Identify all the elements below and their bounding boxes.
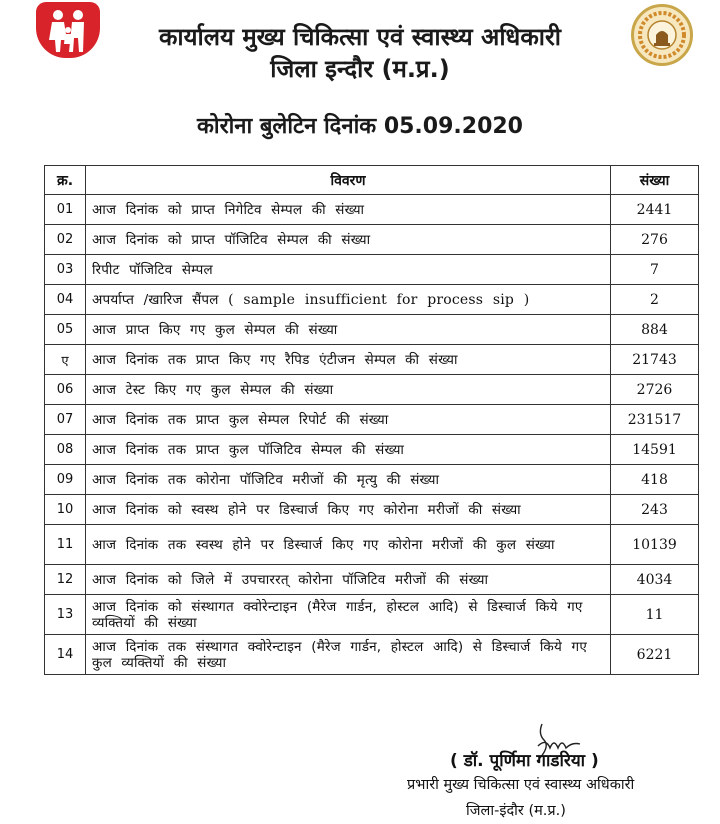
row-description: आज दिनांक तक संस्थागत क्वोरेन्टाइन (मैरेज गार्डन, होस्टल आदि) से डिस्चार्ज किये गए कुल व्यक्तियों की संख्या [86, 635, 611, 675]
row-serial: 01 [45, 195, 86, 225]
count-header: संख्या [611, 166, 699, 195]
table-row [45, 195, 699, 225]
row-count: 7 [611, 255, 699, 285]
table-row [45, 525, 699, 565]
signatory-designation: प्रभारी मुख्य चिकित्सा एवं स्वास्थ्य अधिकारी [407, 777, 635, 793]
row-count: 2441 [611, 195, 699, 225]
row-serial: 02 [45, 225, 86, 255]
row-description-english: ( sample insufficient for process sip ) [228, 291, 530, 308]
table-row [45, 375, 699, 405]
row-description: आज दिनांक को जिले में उपचाररत् कोरोना पॉजिटिव मरीजों की संख्या [86, 565, 611, 595]
table-header-row [45, 166, 699, 195]
district-heading: जिला इन्दौर (म.प्र.) [270, 55, 450, 83]
signatory-district: जिला-इंदौर (म.प्र.) [466, 803, 566, 819]
row-serial: 06 [45, 375, 86, 405]
row-description: आज दिनांक को संस्थागत क्वोरेन्टाइन (मैरेज गार्डन, होस्टल आदि) से डिस्चार्ज किये गए व्यक्तियों की संख्या [86, 595, 611, 635]
row-count: 14591 [611, 435, 699, 465]
row-description: आज दिनांक तक प्राप्त कुल सेम्पल रिपोर्ट की संख्या [86, 405, 611, 435]
row-count: 418 [611, 465, 699, 495]
row-serial: 13 [45, 595, 86, 635]
row-count: 276 [611, 225, 699, 255]
row-description: आज दिनांक तक प्राप्त किए गए रैपिड एंटीजन सेम्पल की संख्या [86, 345, 611, 375]
description-header: विवरण [86, 166, 611, 195]
row-description: आज प्राप्त किए गए कुल सेम्पल की संख्या [86, 315, 611, 345]
row-serial: 12 [45, 565, 86, 595]
row-count: 4034 [611, 565, 699, 595]
row-serial: 04 [45, 285, 86, 315]
row-description: आज दिनांक को प्राप्त निगेटिव सेम्पल की संख्या [86, 195, 611, 225]
row-description-hindi: अपर्याप्त /खारिज सैंपल [92, 291, 219, 308]
row-count: 884 [611, 315, 699, 345]
row-count: 10139 [611, 525, 699, 565]
table-row [45, 635, 699, 675]
table-row [45, 225, 699, 255]
row-serial: 10 [45, 495, 86, 525]
table-row [45, 405, 699, 435]
row-serial: 09 [45, 465, 86, 495]
table-row [45, 285, 699, 315]
row-serial: 03 [45, 255, 86, 285]
table-row [45, 435, 699, 465]
row-count: 21743 [611, 345, 699, 375]
row-serial: 11 [45, 525, 86, 565]
row-count: 6221 [611, 635, 699, 675]
bulletin-table [44, 165, 699, 675]
bulletin-title: कोरोना बुलेटिन दिनांक 05.09.2020 [196, 114, 523, 139]
row-count: 11 [611, 595, 699, 635]
table-row [45, 315, 699, 345]
row-description: आज दिनांक को प्राप्त पॉजिटिव सेम्पल की संख्या [86, 225, 611, 255]
row-serial: 14 [45, 635, 86, 675]
table-row [45, 495, 699, 525]
table-row [45, 565, 699, 595]
office-heading: कार्यालय मुख्य चिकित्सा एवं स्वास्थ्य अधिकारी [158, 23, 562, 51]
row-count: 2726 [611, 375, 699, 405]
table-row [45, 465, 699, 495]
row-description: आज टेस्ट किए गए कुल सेम्पल की संख्या [86, 375, 611, 405]
table-row [45, 595, 699, 635]
signatory-name: ( डॉ. पूर्णिमा गाडरिया ) [450, 751, 599, 771]
row-count: 243 [611, 495, 699, 525]
row-description: आज दिनांक तक स्वस्थ होने पर डिस्चार्ज किए गए कोरोना मरीजों की कुल संख्या [86, 525, 611, 565]
row-count: 2 [611, 285, 699, 315]
row-description: आज दिनांक को स्वस्थ होने पर डिस्चार्ज किए गए कोरोना मरीजों की संख्या [86, 495, 611, 525]
row-serial: 07 [45, 405, 86, 435]
row-description: आज दिनांक तक कोरोना पॉजिटिव मरीजों की मृत्यु की संख्या [86, 465, 611, 495]
row-description [86, 285, 611, 315]
row-description: रिपीट पॉजिटिव सेम्पल [86, 255, 611, 285]
table-row [45, 255, 699, 285]
row-serial: 05 [45, 315, 86, 345]
row-serial: 08 [45, 435, 86, 465]
serial-header: क्र. [45, 166, 86, 195]
row-serial: ए [45, 345, 86, 375]
row-description: आज दिनांक तक प्राप्त कुल पॉजिटिव सेम्पल की संख्या [86, 435, 611, 465]
row-count: 231517 [611, 405, 699, 435]
table-row [45, 345, 699, 375]
